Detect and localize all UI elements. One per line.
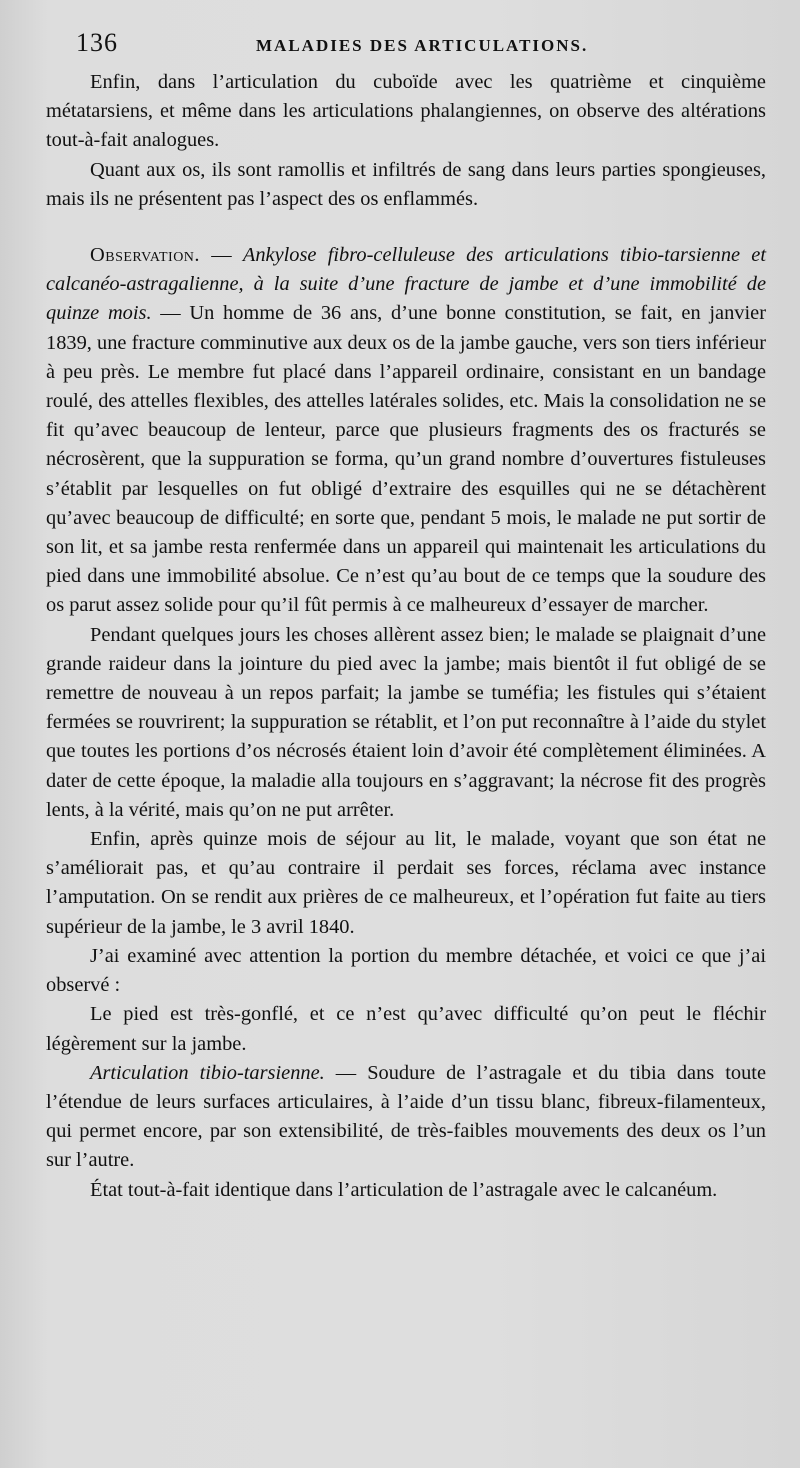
paragraph-examination: J’ai examiné avec attention la portion du membre détachée, et voici ce que j’ai observé :	[46, 944, 766, 997]
observation-label: Observation.	[90, 244, 201, 267]
observation-body: — Un homme de 36 ans, d’une bonne constitution, se fait, en janvier 1839, une fracture comminutive aux deux os de la jambe gauche, vers son tiers inférieur à peu près. Le membre fut placé dans l’appareil ordinaire, consistant en un bandage roulé, des attelles flexibles, des attelles latérales solides, etc. Mais la consolidation ne se fit qu’avec beaucoup de lenteur, parce que plusieurs fragments des os fracturés se nécrosèrent, que la suppuration se forma, qu’un grand nombre d’ouvertures fistuleuses s’établit par lesquelles on fut obligé d’extraire des esquilles qui ne se détachèrent qu’avec beaucoup de difficulté; en sorte que, pendant 5 mois, le malade ne put sortir de son lit, et sa jambe resta renfermée dans un appareil qui maintenait les articulations du pied dans une immobilité absolue. Ce n’est qu’au bout de ce temps que la soudure des os parut assez solide pour qu’il fût permis à ce malheureux d’essayer de marcher.	[46, 302, 766, 617]
paragraph-relapse: Pendant quelques jours les choses allèrent assez bien; le malade se plaignait d’une grande raideur dans la jointure du pied avec la jambe; mais bientôt il fut obligé de se remettre de nouveau à un repos parfait; la jambe se tuméfia; les fistules qui s’étaient fermées se rouvrirent; la suppuration se rétablit, et l’on put reconnaître à l’aide du stylet que toutes les portions d’os nécrosés étaient loin d’avoir été complètement éliminées. A dater de cette époque, la maladie alla toujours en s’aggravant; la nécrose fit des progrès lents, à la vérité, mais qu’on ne put arrêter.	[46, 623, 766, 821]
paragraph-cuboid: Enfin, dans l’articulation du cuboïde avec les quatrième et cinquième métatarsiens, et même dans les articulations phalangiennes, on observe des altérations tout-à-fait analogues.	[46, 71, 766, 152]
section-gap	[46, 214, 766, 241]
observation-title: Ankylose fibro-celluleuse des articulations tibio-tarsienne et calcanéo-astragalienne, à la suite d’une fracture de jambe et d’une immobilité de quinze mois.	[46, 244, 767, 325]
running-title: MALADIES DES ARTICULATIONS.	[256, 36, 589, 55]
paragraph-tibio-tarsal	[46, 1059, 766, 1176]
running-head	[46, 28, 766, 64]
paragraph-foot: Le pied est très-gonflé, et ce n’est qu’avec difficulté qu’on peut le fléchir légèrement sur la jambe.	[46, 1003, 766, 1055]
paragraph-bones: Quant aux os, ils sont ramollis et infiltrés de sang dans leurs parties spongieuses, mais ils ne présentent pas l’aspect des os enflammés.	[46, 158, 766, 210]
page-number: 136	[76, 28, 118, 57]
paragraph-amputation: Enfin, après quinze mois de séjour au lit, le malade, voyant que son état ne s’améliorait pas, et qu’au contraire il perdait ses forces, réclama avec instance l’amputation. On se rendit aux prières de ce malheureux, et l’opération fut faite au tiers supérieur de la jambe, le 3 avril 1840.	[46, 828, 766, 938]
observation-paragraph	[46, 241, 766, 621]
tibio-tarsal-label: Articulation tibio-tarsienne.	[90, 1061, 325, 1084]
tibio-tarsal-body: — Soudure de l’astragale et du tibia dans toute l’étendue de leurs surfaces articulaires, à l’aide d’un tissu blanc, fibreux-filamenteux, qui permet encore, par son extensibilité, de très-faibles mouvements des deux os l’un sur l’autre.	[46, 1061, 766, 1172]
paragraph-calcaneum: État tout-à-fait identique dans l’articulation de l’astragale avec le calcanéum.	[90, 1178, 718, 1201]
observation-dash: —	[200, 244, 243, 267]
